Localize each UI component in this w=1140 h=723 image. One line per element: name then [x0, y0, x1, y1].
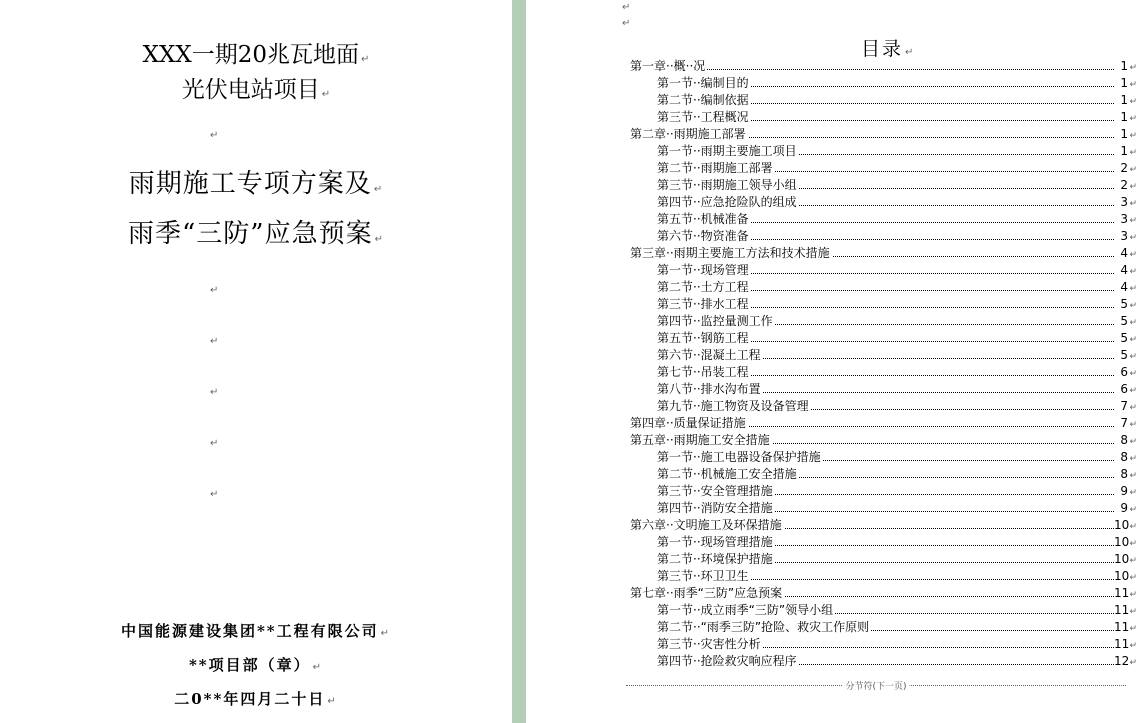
paragraph-mark: ↵ — [1129, 63, 1137, 73]
toc-entry-page: 4 — [1120, 263, 1128, 277]
paragraph-mark: ↵ — [1129, 131, 1137, 141]
paragraph-mark: ↵ — [1129, 624, 1137, 634]
toc-entry-page: 8 — [1120, 467, 1128, 481]
paragraph-mark: ↵ — [1129, 420, 1137, 430]
paragraph-mark: ↵ — [1129, 352, 1137, 362]
paragraph-mark: ↵ — [1129, 182, 1137, 192]
cover-company: 中国能源建设集团**工程有限公司 ↵ — [120, 622, 392, 640]
toc-entry-page: 3 — [1120, 195, 1128, 209]
toc-entry-label: 第三节··排水工程 — [657, 297, 749, 311]
toc-entry-label: 第四节··消防安全措施 — [657, 501, 773, 515]
toc-entry-page: 8 — [1120, 450, 1128, 464]
cover-page — [0, 0, 512, 723]
paragraph-mark: ↵ — [1129, 488, 1137, 498]
cover-title-line1: XXX一期20兆瓦地面 ↵ — [142, 42, 370, 68]
toc-entry-page: 1 — [1120, 76, 1128, 90]
toc-entry-label: 第七章··雨季“三防”应急预案 — [630, 586, 783, 600]
cover-title-line2: 光伏电站项目 ↵ — [181, 77, 331, 103]
toc-entry-page: 5 — [1120, 314, 1128, 328]
toc-entry-label: 第二节··环境保护措施 — [657, 552, 773, 566]
paragraph-mark: ↵ — [1129, 539, 1137, 549]
toc-entry-page: 10 — [1114, 535, 1130, 549]
paragraph-mark: ↵ — [1129, 454, 1137, 464]
paragraph-mark: ↵ — [1129, 573, 1137, 583]
page-gutter — [512, 0, 526, 723]
toc-entry-page: 8 — [1120, 433, 1128, 447]
paragraph-mark: ↵ — [210, 438, 219, 449]
paragraph-mark: ↵ — [1129, 505, 1137, 515]
toc-entry-page: 9 — [1120, 484, 1128, 498]
paragraph-mark: ↵ — [1129, 199, 1137, 209]
paragraph-mark: ↵ — [1129, 284, 1137, 294]
paragraph-mark: ↵ — [1129, 80, 1137, 90]
paragraph-mark: ↵ — [210, 130, 219, 141]
paragraph-mark: ↵ — [210, 285, 219, 296]
cover-date: 二0**年四月二十日 ↵ — [174, 690, 338, 708]
toc-entry-page: 12 — [1114, 654, 1130, 668]
toc-entry-label: 第二节··编制依据 — [657, 93, 749, 107]
toc-entry-label: 第二节··机械施工安全措施 — [657, 467, 797, 481]
paragraph-mark: ↵ — [210, 489, 219, 500]
toc-entry-page: 5 — [1120, 331, 1128, 345]
toc-entry-page: 1 — [1120, 127, 1128, 141]
paragraph-mark: ↵ — [1129, 233, 1137, 243]
toc-entry-label: 第三节··工程概况 — [657, 110, 749, 124]
paragraph-mark: ↵ — [1129, 369, 1137, 379]
toc-entry-label: 第四节··抢险救灾响应程序 — [657, 654, 797, 668]
toc-entry-label: 第四章··质量保证措施 — [630, 416, 746, 430]
toc-entry-label: 第一节··雨期主要施工项目 — [657, 144, 797, 158]
toc-entry-page: 2 — [1120, 161, 1128, 175]
paragraph-mark: ↵ — [1129, 641, 1137, 651]
paragraph-mark: ↵ — [1129, 267, 1137, 277]
toc-entry-label: 第八节··排水沟布置 — [657, 382, 761, 396]
toc-entry-page: 6 — [1120, 365, 1128, 379]
toc-entry-page: 5 — [1120, 348, 1128, 362]
toc-entry-label: 第一节··编制目的 — [657, 76, 749, 90]
toc-entry-page: 3 — [1120, 212, 1128, 226]
paragraph-mark: ↵ — [1129, 97, 1137, 107]
toc-entry-page: 10 — [1114, 552, 1130, 566]
toc-entry-page: 3 — [1120, 229, 1128, 243]
toc-entry-page: 1 — [1120, 59, 1128, 73]
paragraph-mark: ↵ — [1129, 114, 1137, 124]
cover-subtitle-line1: 雨期施工专项方案及 ↵ — [128, 169, 384, 199]
toc-list — [630, 58, 1137, 670]
toc-entry-label: 第二章··雨期施工部署 — [630, 127, 746, 141]
toc-entry-page: 11 — [1114, 637, 1130, 651]
paragraph-mark: ↵ — [1129, 386, 1137, 396]
paragraph-mark: ↵ — [1129, 301, 1137, 311]
toc-entry-page: 11 — [1114, 603, 1130, 617]
paragraph-mark: ↵ — [1129, 658, 1137, 668]
toc-entry-label: 第五节··钢筋工程 — [657, 331, 749, 345]
toc-entry-label: 第六节··物资准备 — [657, 229, 749, 243]
paragraph-mark: ↵ — [622, 2, 631, 13]
paragraph-mark: ↵ — [1129, 471, 1137, 481]
toc-entry-page: 7 — [1120, 399, 1128, 413]
toc-entry-label: 第九节··施工物资及设备管理 — [657, 399, 809, 413]
paragraph-mark: ↵ — [1129, 403, 1137, 413]
paragraph-mark: ↵ — [1129, 522, 1137, 532]
toc-entry-label: 第三节··灾害性分析 — [657, 637, 761, 651]
toc-entry-label: 第一节··现场管理 — [657, 263, 749, 277]
toc-entry-label: 第一节··成立雨季“三防”领导小组 — [657, 603, 834, 617]
toc-entry-page: 9 — [1120, 501, 1128, 515]
toc-entry-label: 第三节··雨期施工领导小组 — [657, 178, 797, 192]
cover-subtitle-line2: 雨季“三防”应急预案 ↵ — [128, 219, 384, 249]
toc-entry-page: 5 — [1120, 297, 1128, 311]
toc-entry-label: 第三节··环卫卫生 — [657, 569, 749, 583]
toc-entry-page: 2 — [1120, 178, 1128, 192]
toc-entry-page: 11 — [1114, 586, 1130, 600]
toc-entry-page: 1 — [1120, 144, 1128, 158]
toc-entry-label: 第四节··监控量测工作 — [657, 314, 773, 328]
section-break — [626, 680, 1126, 690]
toc-entry[interactable] — [630, 653, 1137, 670]
paragraph-mark: ↵ — [622, 18, 631, 29]
toc-entry-page: 7 — [1120, 416, 1128, 430]
paragraph-mark: ↵ — [1129, 335, 1137, 345]
paragraph-mark: ↵ — [1129, 318, 1137, 328]
paragraph-mark: ↵ — [1129, 216, 1137, 226]
toc-entry-label: 第一节··施工电器设备保护措施 — [657, 450, 821, 464]
toc-entry-page: 1 — [1120, 110, 1128, 124]
toc-page — [526, 0, 1140, 723]
paragraph-mark: ↵ — [1129, 437, 1137, 447]
section-break-label: 分节符(下一页) — [842, 679, 909, 692]
toc-entry-label: 第三章··雨期主要施工方法和技术措施 — [630, 246, 830, 260]
paragraph-mark: ↵ — [1129, 165, 1137, 175]
toc-entry-label: 第六节··混凝土工程 — [657, 348, 761, 362]
paragraph-mark: ↵ — [1129, 590, 1137, 600]
toc-entry-page: 6 — [1120, 382, 1128, 396]
paragraph-mark: ↵ — [210, 336, 219, 347]
toc-entry-page: 4 — [1120, 280, 1128, 294]
toc-entry-page: 10 — [1114, 569, 1130, 583]
toc-entry-label: 第二节··“雨季三防”抢险、救灾工作原则 — [657, 620, 870, 634]
paragraph-mark: ↵ — [1129, 556, 1137, 566]
toc-entry-label: 第四节··应急抢险队的组成 — [657, 195, 797, 209]
toc-entry-page: 11 — [1114, 620, 1130, 634]
toc-entry-label: 第三节··安全管理措施 — [657, 484, 773, 498]
toc-entry-label: 第一节··现场管理措施 — [657, 535, 773, 549]
toc-entry-page: 1 — [1120, 93, 1128, 107]
toc-entry-label: 第五节··机械准备 — [657, 212, 749, 226]
toc-entry-label: 第二节··土方工程 — [657, 280, 749, 294]
paragraph-mark: ↵ — [1129, 148, 1137, 158]
toc-entry-page: 4 — [1120, 246, 1128, 260]
paragraph-mark: ↵ — [1129, 607, 1137, 617]
toc-entry-label: 第五章··雨期施工安全措施 — [630, 433, 770, 447]
toc-entry-label: 第二节··雨期施工部署 — [657, 161, 773, 175]
toc-entry-label: 第一章··概··况 — [630, 59, 706, 73]
paragraph-mark: ↵ — [1129, 250, 1137, 260]
toc-title: 目录 ↵ — [861, 38, 916, 60]
cover-department: **项目部（章） ↵ — [188, 656, 324, 674]
paragraph-mark: ↵ — [210, 387, 219, 398]
toc-entry-label: 第七节··吊装工程 — [657, 365, 749, 379]
toc-entry-label: 第六章··文明施工及环保措施 — [630, 518, 782, 532]
toc-entry-page: 10 — [1114, 518, 1130, 532]
